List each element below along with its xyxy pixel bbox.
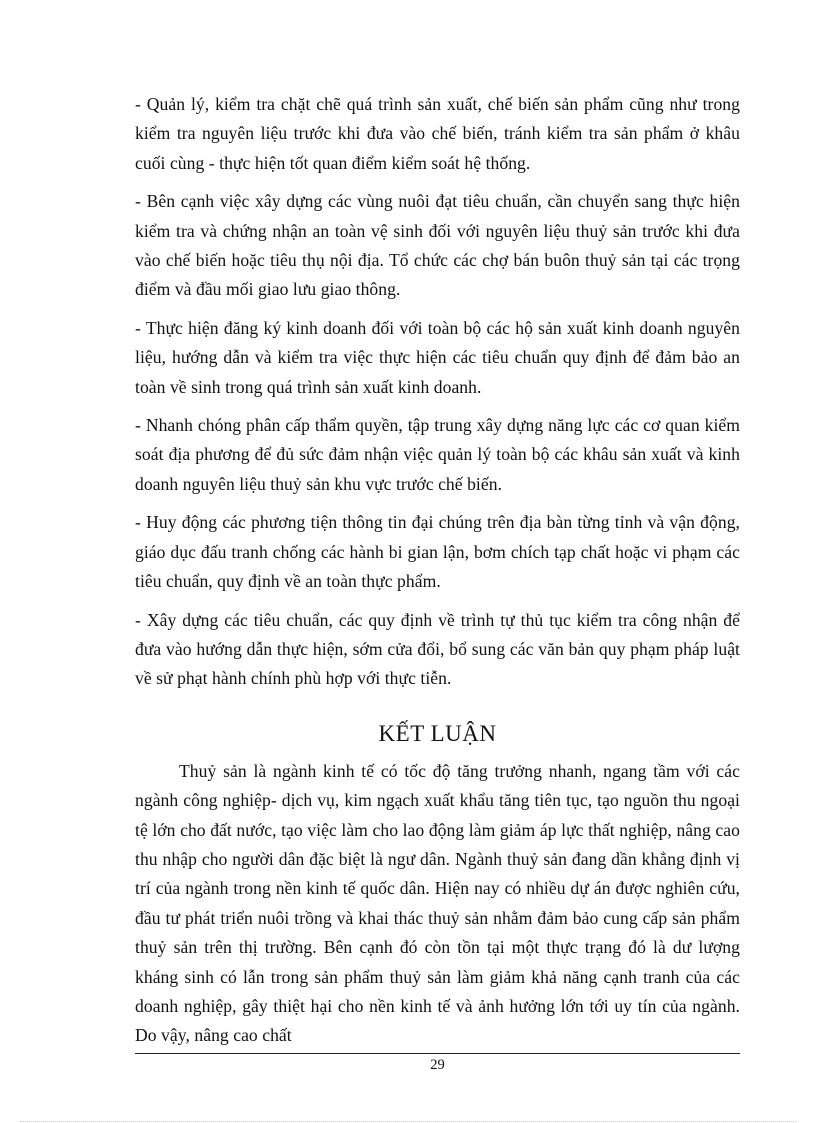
- conclusion-paragraph: Thuỷ sản là ngành kinh tế có tốc độ tăng trưởng nhanh, ngang tầm với các ngành công nghiệp- dịch vụ, kim ngạch xuất khẩu tăng tiên tục, tạo nguồn thu ngoại tệ lớn cho đất nước, tạo việc làm cho lao động làm giảm áp lực thất nghiệp, nâng cao thu nhập cho người dân đặc biệt là ngư dân. Ngành thuỷ sản đang dần khẳng định vị trí của ngành trong nền kinh tế quốc dân. Hiện nay có nhiều dự án được nghiên cứu, đầu tư phát triển nuôi trồng và khai thác thuỷ sản nhằm đảm bảo cung cấp sản phẩm thuỷ sản trên thị trường. Bên cạnh đó còn tồn tại một thực trạng đó là dư lượng kháng sinh có lẫn trong sản phẩm thuỷ sản làm giảm khả năng cạnh tranh của các doanh nghiệp, gây thiệt hại cho nền kinh tế và ảnh hưởng lớn tới uy tín của ngành. Do vậy, nâng cao chất: [135, 760, 740, 1046]
- page-number: 29: [430, 1057, 445, 1073]
- page-edge-divider: [20, 1121, 796, 1122]
- footer-divider: [135, 1053, 740, 1054]
- bullet-paragraph: - Bên cạnh việc xây dựng các vùng nuôi đạt tiêu chuẩn, cần chuyển sang thực hiện kiểm tra và chứng nhận an toàn vệ sinh đối với nguyên liệu thuỷ sản trước khi đưa vào chế biến hoặc tiêu thụ nội địa. Tổ chức các chợ bán buôn thuỷ sản tại các trọng điểm và đầu mối giao lưu giao thông.: [135, 191, 740, 300]
- bullet-paragraph: - Quản lý, kiểm tra chặt chẽ quá trình sản xuất, chế biến sản phẩm cũng như trong kiểm tra nguyên liệu trước khi đưa vào chế biến, tránh kiểm tra sản phẩm ở khâu cuối cùng - thực hiện tốt quan điểm kiểm soát hệ thống.: [135, 94, 740, 173]
- bullet-paragraph: - Nhanh chóng phân cấp thẩm quyền, tập trung xây dựng năng lực các cơ quan kiểm soát địa phương để đủ sức đảm nhận việc quản lý toàn bộ các khâu sản xuất và kinh doanh nguyên liệu thuỷ sản khu vực trước chế biến.: [135, 415, 740, 494]
- bullet-paragraph: - Xây dựng các tiêu chuẩn, các quy định về trình tự thủ tục kiểm tra công nhận để đưa vào hướng dẫn thực hiện, sớm cửa đổi, bổ sung các văn bản quy phạm pháp luật về sử phạt hành chính phù hợp với thực tiễn.: [135, 609, 740, 689]
- conclusion-heading: KẾT LUẬN: [378, 720, 497, 746]
- bullet-paragraph: - Huy động các phương tiện thông tin đại chúng trên địa bàn từng tỉnh và vận động, giáo dục đấu tranh chống các hành bi gian lận, bơm chích tạp chất hoặc vi phạm các tiêu chuẩn, quy định về an toàn thực phẩm.: [135, 512, 740, 592]
- bullet-paragraph: - Thực hiện đăng ký kinh doanh đối với toàn bộ các hộ sản xuất kinh doanh nguyên liệu, hướng dẫn và kiểm tra việc thực hiện các tiêu chuẩn quy định để đảm bảo an toàn về sinh trong quá trình sản xuất kinh doanh.: [135, 317, 740, 397]
- page-body: [135, 90, 740, 1051]
